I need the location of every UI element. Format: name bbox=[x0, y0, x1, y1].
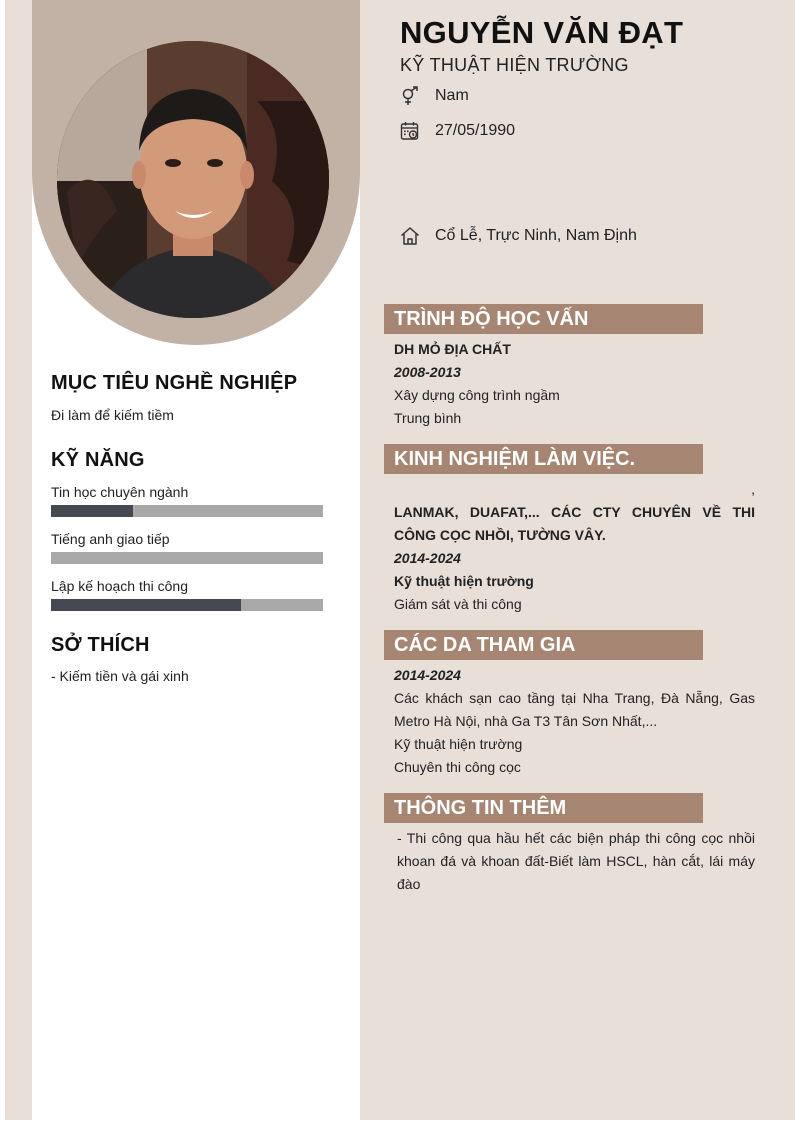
profile-photo bbox=[57, 41, 329, 318]
skills-section bbox=[51, 449, 341, 611]
home-icon bbox=[399, 225, 421, 247]
additional-title: THÔNG TIN THÊM bbox=[384, 793, 703, 823]
address-row bbox=[399, 225, 637, 247]
skill-bar-fill bbox=[51, 505, 133, 517]
skill-bar bbox=[51, 505, 323, 517]
gender-value: Nam bbox=[435, 87, 469, 104]
birthdate-row bbox=[399, 120, 515, 142]
hobbies-title: SỞ THÍCH bbox=[51, 634, 150, 656]
hobbies-text: - Kiếm tiền và gái xinh bbox=[51, 668, 189, 684]
hobbies-section bbox=[51, 634, 341, 684]
skill-item bbox=[51, 484, 341, 517]
birthdate-value: 27/05/1990 bbox=[435, 122, 516, 139]
additional-text: - Thi công qua hầu hết các biện pháp thi công cọc nhồi khoan đá và khoan đất-Biết làm HSCL, hàn cắt, lái máy đào bbox=[397, 830, 755, 892]
skill-bar bbox=[51, 599, 323, 611]
gender-icon bbox=[399, 85, 421, 107]
skill-item bbox=[51, 578, 341, 611]
projects-description: Các khách sạn cao tầng tại Nha Trang, Đà Nẵng, Gas Metro Hà Nội, nhà Ga T3 Tân Sơn Nhất,... bbox=[394, 690, 755, 729]
projects-role: Kỹ thuật hiện trường bbox=[394, 736, 523, 752]
projects-title: CÁC DA THAM GIA bbox=[384, 630, 703, 660]
gender-row bbox=[399, 85, 469, 107]
skill-bar bbox=[51, 552, 323, 564]
education-period: 2008-2013 bbox=[394, 364, 461, 380]
experience-section bbox=[394, 478, 755, 616]
experience-description: Giám sát và thi công bbox=[394, 596, 522, 612]
objective-section bbox=[51, 372, 341, 423]
education-school: DH MỎ ĐỊA CHẤT bbox=[394, 341, 511, 357]
address-value: Cổ Lễ, Trực Ninh, Nam Định bbox=[435, 227, 637, 244]
skill-item bbox=[51, 531, 341, 564]
education-major: Xây dựng công trình ngầm bbox=[394, 387, 560, 403]
skill-label: Lập kế hoạch thi công bbox=[51, 578, 188, 594]
objective-text: Đi làm để kiếm tiềm bbox=[51, 407, 174, 423]
experience-mark: , bbox=[751, 481, 755, 497]
experience-position: Kỹ thuật hiện trường bbox=[394, 573, 534, 589]
education-grade: Trung bình bbox=[394, 410, 462, 426]
skill-label: Tin học chuyên ngành bbox=[51, 484, 189, 500]
projects-period: 2014-2024 bbox=[394, 667, 461, 683]
education-title: TRÌNH ĐỘ HỌC VẤN bbox=[384, 304, 703, 334]
experience-title: KINH NGHIỆM LÀM VIỆC. bbox=[384, 444, 703, 474]
calendar-icon bbox=[399, 120, 421, 142]
projects-section bbox=[394, 664, 755, 779]
job-title: KỸ THUẬT HIỆN TRƯỜNG bbox=[400, 55, 629, 75]
experience-period: 2014-2024 bbox=[394, 550, 461, 566]
candidate-name: NGUYỄN VĂN ĐẠT bbox=[400, 15, 684, 50]
skill-bar-fill bbox=[51, 599, 241, 611]
projects-detail: Chuyên thi công cọc bbox=[394, 759, 521, 775]
skills-title: KỸ NĂNG bbox=[51, 449, 145, 471]
experience-company: LANMAK, DUAFAT,... CÁC CTY CHUYÊN VỀ THI CÔNG CỌC NHỒI, TƯỜNG VÂY. bbox=[394, 504, 755, 543]
objective-title: MỤC TIÊU NGHỀ NGHIỆP bbox=[51, 372, 298, 394]
education-section bbox=[394, 338, 755, 430]
skill-label: Tiếng anh giao tiếp bbox=[51, 531, 170, 547]
